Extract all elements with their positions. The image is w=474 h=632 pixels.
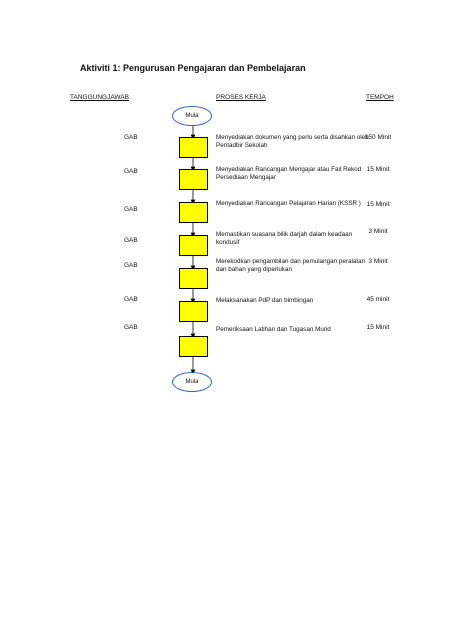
step-duration: 15 Minit — [366, 201, 390, 208]
process-box — [179, 235, 208, 256]
process-box — [179, 137, 208, 158]
step-process: Melaksanakan PdP dan bimbingan — [216, 297, 314, 304]
step-duration: 15 Minit — [366, 166, 390, 173]
step-responsibility: GAB — [124, 296, 138, 303]
step-duration: 45 minit — [366, 296, 390, 303]
step-process: Pemeriksaan Latihan dan Tugasan Murid — [216, 326, 331, 333]
start-node: Mula — [172, 106, 212, 126]
header-process: PROSES KERJA — [216, 94, 266, 101]
step-duration: 15 Minit — [366, 324, 390, 331]
step-duration: 3 Minit — [368, 228, 388, 235]
step-responsibility: GAB — [124, 262, 138, 269]
step-process: Memastikan suasana bilik darjah dalam keadaan kondusif — [216, 231, 353, 246]
step-process: Merekodkan pengambilan dan pemulangan peralatan dan bahan yang diperlukan — [216, 258, 366, 273]
step-process: Menyediakan Rancangan Pelajaran Harian (KSSR ) — [216, 200, 361, 207]
process-box — [179, 202, 208, 223]
process-box — [179, 268, 208, 289]
header-duration: TEMPOH — [366, 94, 394, 101]
step-responsibility: GAB — [124, 237, 138, 244]
header-responsibility: TANGGUNGJAWAB — [70, 94, 129, 101]
step-duration: 3 Minit — [368, 258, 388, 265]
step-duration: 150 Minit — [364, 134, 392, 141]
step-responsibility: GAB — [124, 206, 138, 213]
process-box — [179, 301, 208, 322]
process-box — [179, 336, 208, 357]
process-box — [179, 169, 208, 190]
step-process: Menyediakan Rancangan Mengajar atau Fail Rekod Persediaan Mengajar — [216, 166, 362, 181]
end-node: Mula — [172, 372, 212, 392]
step-responsibility: GAB — [124, 134, 138, 141]
step-responsibility: GAB — [124, 324, 138, 331]
step-responsibility: GAB — [124, 168, 138, 175]
step-process: Menyediakan dokumen yang perlu serta disahkan oleh Pentadbir Sekolah — [216, 134, 369, 149]
document-title: Aktiviti 1: Pengurusan Pengajaran dan Pembelajaran — [80, 63, 306, 73]
